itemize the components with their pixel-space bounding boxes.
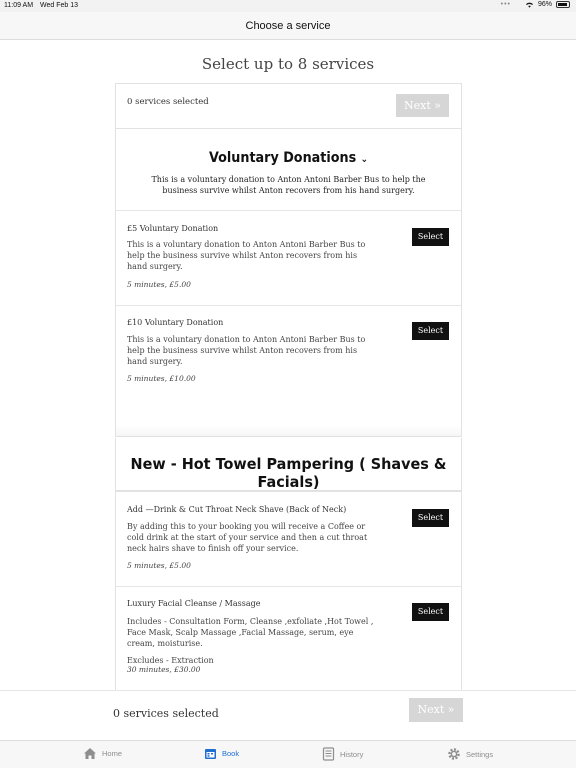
service-name: Luxury Facial Cleanse / Massage [127,599,261,608]
page-heading: Select up to 8 services [201,55,375,73]
selected-count: 0 services selected [127,97,209,107]
service-meta: 5 minutes, £5.00 [127,561,191,570]
tab-history[interactable] [322,747,363,761]
section-description: This is a voluntary donation to Anton Antoni Barber Bus to help the business survive whilst Anton recovers from his hand surgery. [151,175,426,195]
service-description: This is a voluntary donation to Anton Antoni Barber Bus to help the business survive whilst Anton recovers from his hand surgery. [127,240,366,271]
wifi-icon [525,1,534,8]
service-item [116,492,461,586]
tab-label: History [340,749,364,759]
select-button[interactable]: Select [412,603,449,621]
next-button-top[interactable] [396,94,449,117]
service-item [116,211,461,305]
hot-towel-section [115,491,462,690]
collapsed-services-fade [116,425,461,437]
selection-summary-card [115,83,462,129]
status-time: 11:09 AM [4,2,34,9]
history-icon [322,747,335,761]
navigation-bar [0,12,576,40]
status-bar [0,0,576,12]
tab-label: Settings [466,749,494,759]
select-button[interactable]: Select [412,322,449,340]
services-scroll-area[interactable] [0,40,576,690]
double-chevron-right-icon: » [434,99,441,112]
select-button[interactable]: Select [412,228,449,246]
section-title: New - Hot Towel Pampering ( Shaves & Facials) [130,455,447,491]
footer-selected-count: 0 services selected [113,707,219,720]
service-description: Includes - Consultation Form, Cleanse ,exfoliate ,Hot Towel , Face Mask, Scalp Massage ,Facial Massage, serum, eye cream, moisturise. [127,617,374,648]
service-name: Add —Drink & Cut Throat Neck Shave (Back of Neck) [127,505,347,514]
tab-settings[interactable] [447,747,493,761]
nav-title: Choose a service [245,20,331,32]
hot-towel-section-header [115,438,462,491]
service-name: £10 Voluntary Donation [127,318,224,327]
multitask-dots-icon: ••• [500,1,511,8]
tab-bar [0,740,576,768]
tab-label: Home [102,749,123,758]
next-button-label: Next [404,99,431,112]
select-button[interactable]: Select [412,509,449,527]
service-item [116,587,461,690]
service-item [116,306,461,400]
section-title[interactable]: Voluntary Donations ⌄ [208,150,369,166]
service-name: £5 Voluntary Donation [127,224,219,233]
battery-icon [556,1,570,8]
gear-icon [447,747,461,761]
voluntary-donations-section [115,128,462,437]
selection-footer [0,690,576,740]
chevron-down-icon: ⌄ [360,154,369,165]
service-meta: 5 minutes, £10.00 [127,374,196,383]
service-description: This is a voluntary donation to Anton Antoni Barber Bus to help the business survive whilst Anton recovers from his hand surgery. [127,335,366,366]
service-excludes: Excludes - Extraction [127,656,214,665]
battery-percent: 96% [537,1,552,8]
next-button-label: Next [417,703,445,716]
service-meta: 30 minutes, £30.00 [127,665,201,674]
home-icon [83,747,97,760]
service-meta: 5 minutes, £5.00 [127,280,191,289]
status-date: Wed Feb 13 [40,2,79,9]
tab-home[interactable] [83,747,122,760]
next-button[interactable] [409,698,463,722]
tab-label: Book [222,749,240,758]
calendar-icon [204,747,217,760]
double-chevron-right-icon: » [447,703,455,716]
status-right [501,1,570,8]
service-description: By adding this to your booking you will receive a Coffee or cold drink at the start of your service and then a cut throat neck hairs shave to finish off your service. [127,522,368,553]
tab-book[interactable] [204,747,239,760]
